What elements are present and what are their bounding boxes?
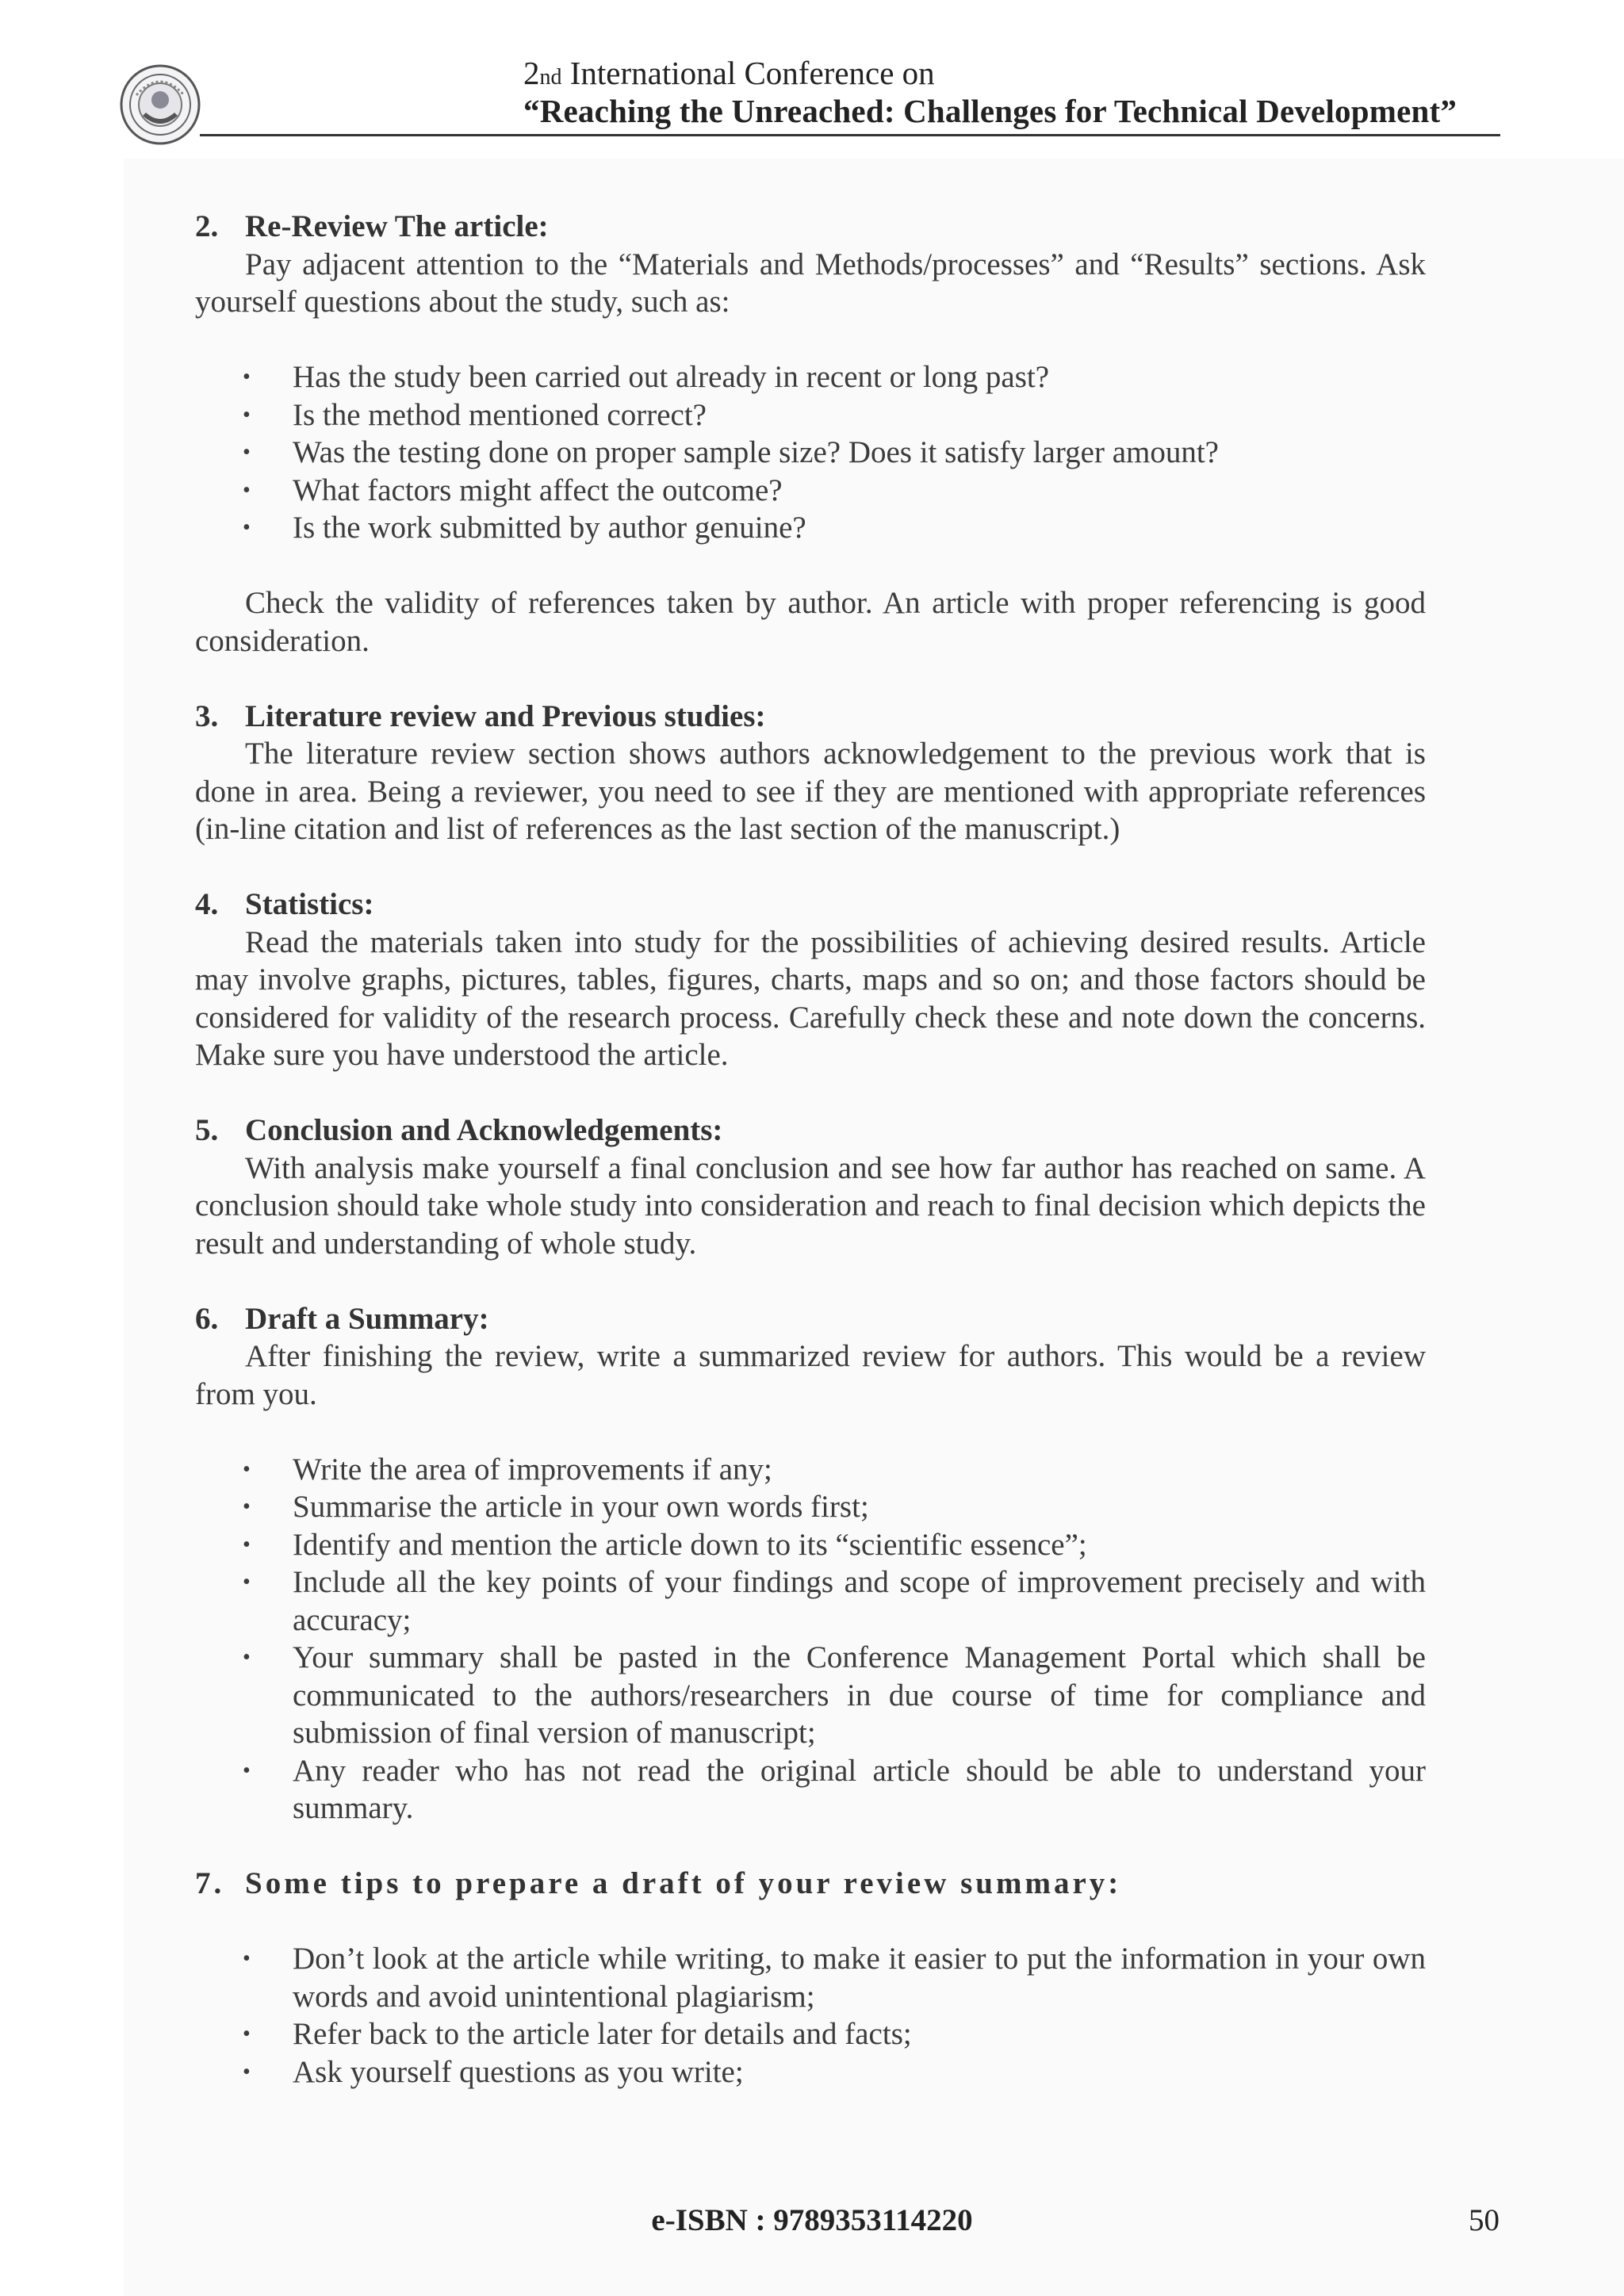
list-item: • Include all the key points of your findings and scope of improvement precisely and with accuracy; <box>243 1565 1426 1637</box>
list-item: • Is the work submitted by author genuine? <box>195 509 1426 547</box>
section-intro-draft-summary: After finishing the review, write a summarized review for authors. This would be a review from you. <box>195 1339 1426 1411</box>
bullet-icon: • <box>243 1570 251 1594</box>
list-item: • Don’t look at the article while writing, to make it easier to put the information in your own words and avoid unintentional plagiarism; <box>243 1942 1426 2014</box>
section-heading-statistics: 4. Statistics: <box>195 887 374 921</box>
section-heading-literature-review: 3. Literature review and Previous studies: <box>195 698 766 733</box>
bullet-icon: • <box>243 1494 251 1519</box>
bullet-icon: • <box>243 1532 251 1557</box>
bullet-icon: • <box>243 440 251 465</box>
section-body-literature-review: The literature review section shows authors acknowledgement to the previous work that is done in area. Being a reviewer, you need to see if they are mentioned with appropriate references (in-line citation and list of references as the last section of the manuscript.) <box>195 737 1426 846</box>
list-item: • What factors might affect the outcome? <box>195 472 1426 510</box>
list-item: • Identify and mention the article down to its “scientific essence”; <box>195 1526 1426 1564</box>
list-item: • Summarise the article in your own words first; <box>195 1488 1426 1526</box>
list-item: • Any reader who has not read the original article should be able to understand your summary. <box>243 1753 1426 1825</box>
bullet-icon: • <box>243 477 251 503</box>
bullet-icon: • <box>243 1456 251 1482</box>
section-heading-draft-summary: 6. Draft a Summary: <box>195 1301 489 1336</box>
document-body <box>195 208 1426 2091</box>
conference-theme-title: “Reaching the Unreached: Challenges for Technical Development” <box>523 93 1457 129</box>
header-divider <box>200 134 1500 136</box>
list-item: • Your summary shall be pasted in the Conference Management Portal which shall be communicated to the authors/researchers in due course of time for compliance and submission of final version of manuscript; <box>243 1640 1426 1750</box>
section-outro-re-review: Check the validity of references taken by author. An article with proper referencing is good consideration. <box>195 586 1426 658</box>
list-item: • Refer back to the article later for details and facts; <box>195 2015 1426 2053</box>
bullet-icon: • <box>243 365 251 389</box>
section-intro-re-review: Pay adjacent attention to the “Materials and Methods/processes” and “Results” sections. Ask yourself questions about the study, such as: <box>195 247 1426 319</box>
section-heading-re-review: 2. Re-Review The article: <box>195 209 549 243</box>
section-heading-tips: 7. Some tips to prepare a draft of your review summary: <box>195 1866 1122 1900</box>
list-item: • Write the area of improvements if any; <box>195 1451 1426 1489</box>
page-number: 50 <box>1469 2203 1500 2237</box>
list-item: • Is the method mentioned correct? <box>195 396 1426 434</box>
list-item: • Has the study been carried out already in recent or long past? <box>195 358 1426 396</box>
tips-list <box>195 1940 1426 2091</box>
bullet-icon: • <box>243 515 251 540</box>
bullet-icon: • <box>243 402 251 427</box>
bullet-icon: • <box>243 2059 251 2084</box>
list-item: • Ask yourself questions as you write; <box>195 2053 1426 2091</box>
bullet-icon: • <box>243 1645 251 1670</box>
section-heading-conclusion: 5. Conclusion and Acknowledgements: <box>195 1113 723 1147</box>
bullet-icon: • <box>243 1758 251 1783</box>
summary-list <box>195 1451 1426 1827</box>
question-list <box>195 358 1426 547</box>
list-item: • Was the testing done on proper sample size? Does it satisfy larger amount? <box>195 434 1426 472</box>
bullet-icon: • <box>243 1946 251 1971</box>
bullet-icon: • <box>243 2022 251 2046</box>
section-body-conclusion: With analysis make yourself a final conclusion and see how far author has reached on same. A conclusion should take whole study into consideration and reach to final decision which depicts the result and understanding of whole study. <box>195 1150 1426 1261</box>
conference-logo-icon <box>119 63 201 146</box>
conference-edition-title: 2nd International Conference on <box>523 55 935 91</box>
footer-isbn: e-ISBN : 9789353114220 <box>651 2203 973 2237</box>
section-body-statistics: Read the materials taken into study for the possibilities of achieving desired results. Article may involve graphs, pictures, tables, figures, charts, maps and so on; and those factors should be considered for validity of the research process. Carefully check these and note down the concerns. Make sure you have understood the article. <box>195 924 1426 1072</box>
